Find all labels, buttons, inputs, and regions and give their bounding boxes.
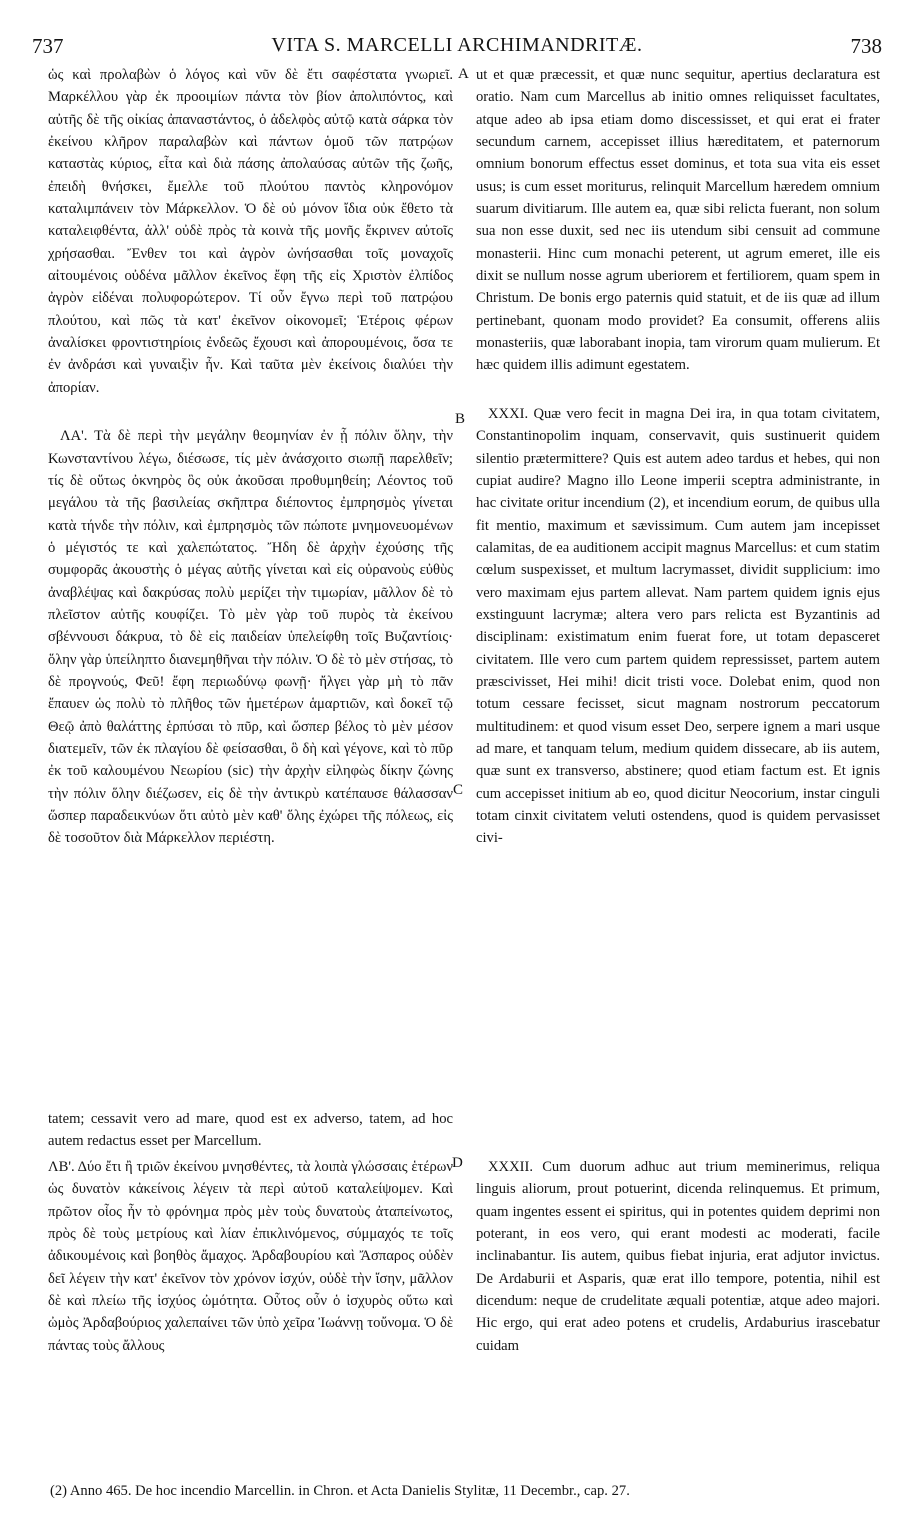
latin-paragraph-1: ut et quæ præcessit, et quæ nunc sequitur, apertius declaratura est oratio. Nam cum Marcellus ab initio omnes reliquisset facultates, atque adeo ab ipsa etiam domo discessisset, et qui erat ei frater secundum carnem, accepisset illius hæreditatem, et paternorum omnium bonorum effectus esset dominus, et tota sua vita eis esset usus; is cum esset moriturus, relinquit Marcellum hæredem omnium suarum divitiarum. Ille autem ea, quæ sibi relicta fuerant, non solum sua non esse duxit, sed nec iis utendum sibi censuit ad commune monasterii. Hinc cum monachi peterent, ut agrum emeret, ille eis dixit se nullum nosse agrum uberiorem et fertiliorem, quam spem in Christum. De bonis ergo paternis quid statuit, et de iis quæ ad illum pertinebant, quonam modo providet? Ea consumit, offerens aliis monasteriis, quæ laborabant inopia, tam virorum quam mulierum. Et hæc quidem illis adimunt egestatem. xyxy=(476,67,880,374)
latin-column-upper xyxy=(476,64,880,850)
footnote: (2) Anno 465. De hoc incendio Marcellin. in Chron. et Acta Danielis Stylitæ, 11 Decembr., cap. 27. xyxy=(50,1483,630,1499)
latin-bridge-lines xyxy=(48,1108,453,1153)
greek-column-upper xyxy=(48,64,453,850)
greek-paragraph-32: ΛΒ'. Δύο ἔτι ἢ τριῶν ἐκείνου μνησθέντες, τὰ λοιπὰ γλώσσαις ἑτέρων ὡς δυνατὸν κἀκείνοις λέγειν τὰ περὶ αὐτοῦ καταλείψομεν. Καὶ πρῶτον οἷος ἦν τὸ φρόνημα πρὸς μὲν τοὺς δυνατοὺς ἀταπείνωτος, πρὸς δὲ τοὺς μετρίους καὶ λίαν ἐπικλινόμενος, σύμμαχός τε τοῖς ἀδικουμένοις καὶ βοηθὸς ἄμαχος. Ἀρδαβουρίου καὶ Ἄσπαρος οὐδὲν δεῖ λέγειν τὴν κατ' ἐκεῖνον τὸν χρόνον ἰσχύν, οὐδὲ τὴν ἴσην, μᾶλλον δὲ καὶ πλείω τῆς ἰσχύος ὠμότητα. Οὗτος οὖν ὁ ἰσχυρὸς οὕτω καὶ ὠμὸς Ἀρδαβούριος χαλεπαίνει τῶν ὑπὸ χεῖρα Ἰωάννῃ τοὔνομα. Ὁ δὲ πάντας τοὺς ἄλλους xyxy=(48,1159,453,1354)
latin-column-lower xyxy=(476,1156,880,1357)
latin-paragraph-31: XXXI. Quæ vero fecit in magna Dei ira, in qua totam civitatem, Constantinopolim inquam, conservavit, quis sustinuerit quidem silentio prætermittere? Quis est autem adeo tardus et hebes, qui non cupiat audire? Magno illo Leone imperii sceptra administrante, in hac civitate oritur incendium (2), et incendium eorum, de quibus ulla fit mentio, maximum et sævissimum. Cum autem jam incepisset calamitas, de ea auditionem accipit magnus Marcellus: et cum statim cœlum suspexisset, et multum lacrymasset, dividit supplicium: imo vero maximam ejus partem allevat. Nam partem quidem ignis ejus exstinguunt lacrymæ; altera vero pars relicta est Byzantinis ad disciplinam: existimatum enim fuerat fore, ut totam depasceret civitatem. Ille vero cum partem quidem repressisset, partem autem præscivisset, Hei mihi! dicit tristi voce. Dolebat enim, quod non totum cessare fecisset, sicut magnam nostrorum peccatorum multitudinem: et quod visum esset Deo, serpere ignem a mari usque ad mare, et tanquam telum, medium quidem dissecare, ab iis autem, quæ sunt ex transverso, abstinere; quod etiam factum est. Et ignis cum accepisset initium ab eo, quod dicitur Neocorium, instar cinguli totam cinxit civitatem veluti ostendens, quod is quidem pervasisset civi- xyxy=(476,405,880,847)
page-header xyxy=(32,34,882,64)
page-number-right: 738 xyxy=(850,34,882,58)
section-marker-b: B xyxy=(455,411,466,427)
section-marker-a: A xyxy=(458,66,469,82)
greek-column-lower xyxy=(48,1156,453,1357)
latin-bridge-text: tatem; cessavit vero ad mare, quod est ex adverso, tatem, ad hoc autem redactus esset per Marcellum. xyxy=(48,1111,453,1150)
running-title: VITA S. MARCELLI ARCHIMANDRITÆ. xyxy=(271,34,643,56)
greek-paragraph-31: ΛΑ'. Τὰ δὲ περὶ τὴν μεγάλην θεομηνίαν ἐν ᾗ πόλιν ὅλην, τὴν Κωνσταντίνου λέγω, διέσωσε, τίς μὲν ἀνάσχοιτο σιωπῇ παρελθεῖν; τίς δὲ οὕτως ὀκνηρὸς ὃς οὐκ ἀκοῦσαι προθυμηθείη; Λέοντος τοῦ μεγάλου τὰ τῆς βασιλείας σκῆπτρα διέποντος ἐμπρησμὸς γίνεται κατὰ τήνδε τὴν πόλιν, καὶ ἐμπρησμὸς τῶν πώποτε μνημονευομένων ὁ μέγιστός τε καὶ χαλεπώτατος. Ἤδη δὲ ἀρχὴν ἐχούσης τῆς συμφορᾶς ἀκουστὴς ὁ μέγας αὐτῆς γίνεται καὶ εἰς οὐρανοὺς εὐθὺς ἀναβλέψας καὶ δακρύσας πολὺ μερίζει τὴν τιμωρίαν, μᾶλλον δὲ τὸ πλεῖστον αὐτῆς κουφίζει. Τὸ μὲν γὰρ τοῦ πυρὸς τὰ ἐκείνου σβέννουσι δάκρυα, τὸ δὲ εἰς παιδείαν ὑπελείφθη τοῖς Βυζαντίοις· ὅλην γὰρ ὑπείληπτο διανεμηθῆναι τὴν πόλιν. Ὁ δὲ τὸ μὲν στήσας, τὸ δὲ προγνούς, Φεῦ! ἔφη περιωδύνῳ φωνῇ· ἤλγει γὰρ μὴ τὸ πᾶν ἔπαυεν ὡς πολὺ τὸ πλῆθος τῶν ἡμετέρων ἁμαρτιῶν, καὶ δοκεῖ τῷ Θεῷ ἀπὸ θαλάττης ἑρπύσαι τὸ πῦρ, καὶ ὥσπερ βέλος τὸ μὲν μέσον διατεμεῖν, τῶν ἐκ πλαγίου δὲ φείσασθαι, ὃ δὴ καὶ γέγονε, καὶ τὸ πῦρ ἐκ τοῦ καλουμένου Νεωρίου (sic) τὴν ἀρχὴν εἰληφὼς δίκην ζώνης τὴν πόλιν ὅλην διέζωσεν, εἰς δὲ τὴν ἀντικρὺ κατέπαυσε θάλασσαν ὥσπερ παραδεικνύων ὅτι αὐτὸ μὲν καθ' ὅλης ἐχώρει τῆς πόλεως, εἰς δὲ τοσοῦτον διὰ Μάρκελλον περιέστη. xyxy=(48,428,453,847)
latin-paragraph-32: XXXII. Cum duorum adhuc aut trium meminerimus, reliqua linguis aliorum, prout potuerint, dicenda relinquemus. Et primum, quam ingentes essent ei spiritus, qui in potentes quidem deprimi non poterant, in eos vero, qui erant modesti ac moderati, facile inclinabantur. Iis autem, quibus fiebat injuria, erat adjutor invictus. De Ardaburii et Asparis, quæ erat illo tempore, potentia, nihil est dicendum: neque de crudelitate æquali potentiæ, atque adeo majori. Hic ergo, qui erat adeo potens et crudelis, Ardaburius irascebatur cuidam xyxy=(476,1159,880,1354)
section-marker-d: D xyxy=(452,1155,463,1171)
section-marker-c: C xyxy=(453,782,464,798)
page-number-left: 737 xyxy=(32,34,64,58)
greek-paragraph-1: ὡς καὶ προλαβὼν ὁ λόγος καὶ νῦν δὲ ἔτι σαφέστατα γνωριεῖ. Μαρκέλλου γὰρ ἐκ προοιμίων πάντα τὸν βίον ἀπολιπόντος, καὶ αὐτῆς δὲ τῆς οἰκίας ἀπαναστάντος, ὁ ἀδελφὸς αὐτῷ κατὰ σάρκα τὸν ἐκείνου κλῆρον παραλαβὼν καὶ πάντων ὁμοῦ τῶν πατρῴων καταστὰς κύριος, εἶτα καὶ διὰ πάσης ἀπολαύσας αὐτῶν τῆς ζωῆς, ἐπειδὴ θνήσκει, ἔμελλε τοῦ πλούτου παντὸς κληρονόμον καταλιμπάνειν τὸν Μάρκελλον. Ὁ δὲ οὐ μόνον ἴδια οὐκ ἔθετο τὰ καταλειφθέντα, ἀλλ' οὐδὲ πρὸς τὰ κοινὰ τῆς μονῆς ἔκρινεν αὐτοῖς χρήσασθαι. Ἔνθεν τοι καὶ ἀγρὸν ὠνήσασθαι τοῖς μοναχοῖς αἰτουμένοις οὐδένα μᾶλλον ἐκεῖνος ἔφη τῆς εἰς Χριστὸν ἐλπίδος ἀγρὸν εἰδέναι πολυφορώτερον. Τί οὖν ἔγνω περὶ τοῦ πατρῴου πλούτου, καὶ πῶς τὰ κατ' ἐκεῖνον οἰκονομεῖ; Ἑτέροις φέρων ἀναλίσκει φροντιστηρίοις ἐνδεῶς ἔχουσι καὶ ἀπορουμένοις, ὅσα τε ἐν ἀνδράσι καὶ γυναιξὶν ἦν. Καὶ ταῦτα μὲν ἐκείνοις διαλύει τὴν ἀπορίαν. xyxy=(48,67,453,396)
